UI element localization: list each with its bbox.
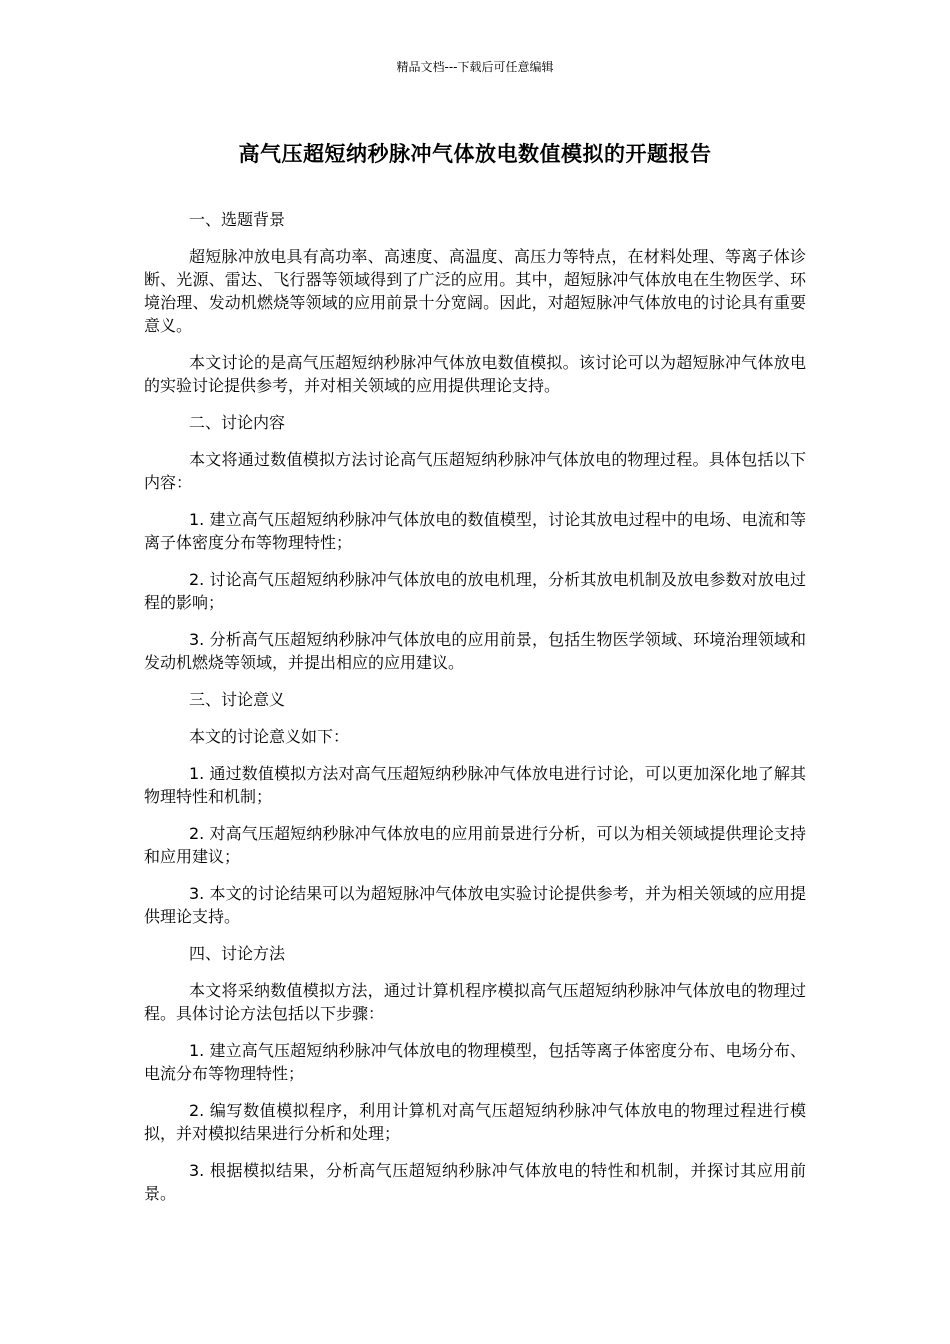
section-heading-content: 二、讨论内容 [189, 413, 286, 432]
document-body [144, 208, 806, 1219]
list-item: 3. 分析高气压超短纳秒脉冲气体放电的应用前景，包括生物医学领域、环境治理领域和发动机燃烧等领域，并提出相应的应用建议。 [144, 630, 806, 672]
list-item: 3. 本文的讨论结果可以为超短脉冲气体放电实验讨论提供参考，并为相关领域的应用提供理论支持。 [144, 884, 806, 926]
section-heading-method: 四、讨论方法 [189, 944, 286, 963]
section-heading-background: 一、选题背景 [189, 210, 286, 229]
list-item: 2. 讨论高气压超短纳秒脉冲气体放电的放电机理，分析其放电机制及放电参数对放电过程的影响； [144, 570, 806, 612]
header-note: 精品文档---下载后可任意编辑 [396, 60, 554, 74]
paragraph: 本文将采纳数值模拟方法，通过计算机程序模拟高气压超短纳秒脉冲气体放电的物理过程。具体讨论方法包括以下步骤： [144, 981, 806, 1023]
list-item: 3. 根据模拟结果，分析高气压超短纳秒脉冲气体放电的特性和机制，并探讨其应用前景。 [144, 1161, 806, 1203]
paragraph: 本文讨论的是高气压超短纳秒脉冲气体放电数值模拟。该讨论可以为超短脉冲气体放电的实验讨论提供参考，并对相关领域的应用提供理论支持。 [144, 353, 806, 395]
paragraph: 超短脉冲放电具有高功率、高速度、高温度、高压力等特点，在材料处理、等离子体诊断、光源、雷达、飞行器等领域得到了广泛的应用。其中，超短脉冲气体放电在生物医学、环境治理、发动机燃烧等领域的应用前景十分宽阔。因此，对超短脉冲气体放电的讨论具有重要意义。 [144, 247, 806, 335]
list-item: 1. 建立高气压超短纳秒脉冲气体放电的数值模型，讨论其放电过程中的电场、电流和等离子体密度分布等物理特性； [144, 510, 806, 552]
list-item: 1. 建立高气压超短纳秒脉冲气体放电的物理模型，包括等离子体密度分布、电场分布、电流分布等物理特性； [144, 1041, 806, 1083]
paragraph: 本文将通过数值模拟方法讨论高气压超短纳秒脉冲气体放电的物理过程。具体包括以下内容： [144, 450, 806, 492]
paragraph: 本文的讨论意义如下： [189, 727, 350, 746]
list-item: 1. 通过数值模拟方法对高气压超短纳秒脉冲气体放电进行讨论，可以更加深化地了解其物理特性和机制； [144, 764, 806, 806]
section-heading-significance: 三、讨论意义 [189, 690, 286, 709]
document-title: 高气压超短纳秒脉冲气体放电数值模拟的开题报告 [238, 142, 712, 166]
list-item: 2. 对高气压超短纳秒脉冲气体放电的应用前景进行分析，可以为相关领域提供理论支持和应用建议； [144, 824, 806, 866]
list-item: 2. 编写数值模拟程序，利用计算机对高气压超短纳秒脉冲气体放电的物理过程进行模拟，并对模拟结果进行分析和处理； [144, 1101, 806, 1143]
